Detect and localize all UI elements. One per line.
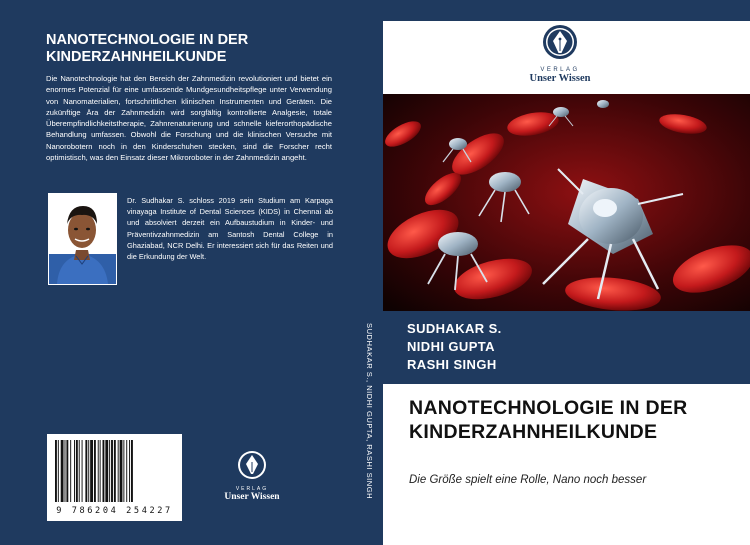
authors-band	[383, 311, 750, 381]
back-cover-description: Die Nanotechnologie hat den Bereich der Zahnmedizin revolutioniert und bietet ein enormes Potenzial für eine umfassende Mundgesundheitspflege unter Verwendung von Nanomaterialien, fortschrittlichen klinischen Instrumenten und Geräten. Die zukünftige Ära der Zahnmedizin wird sorgfältig kontrollierte Analgesie, totale Überempfindlichkeitstherapie, Zahnrenaturierung und schnelle kieferorthopädische Behandlung umfassen. Obwohl die Forschung und die klinischen Versuche mit Nanorobotern noch in den Kinderschuhen stecken, sind die Forscher recht optimistisch, was den Einsatz dieser Mikroroboter in der Zahnmedizin angeht.	[46, 74, 332, 163]
publisher-verlag-label: VERLAG	[235, 486, 269, 492]
publisher-logo-front	[520, 24, 600, 84]
author-bio: Dr. Sudhakar S. schloss 2019 sein Studium am Karpaga vinayaga Institute of Dental Sciences (KIDS) in Chennai ab und absolviert derzeit ein Aufbaustudium in Kinder- und Präventivzahnmedizin am Santosh Dental College in Ghaziabad, NCR Delhi. Er interessiert sich für das Reiten und die Erkundung der Welt.	[127, 196, 333, 262]
nanobot-small-icon	[597, 100, 609, 108]
publisher-name: Unser Wissen	[224, 492, 280, 502]
author-photo	[48, 193, 117, 285]
spine-authors: SUDHAKAR S., NIDHI GUPTA, RASHI SINGH	[365, 323, 374, 500]
front-cover-subtitle: Die Größe spielt eine Rolle, Nano noch besser	[409, 474, 647, 486]
barcode-bars-icon	[47, 434, 182, 506]
front-top-band	[383, 0, 750, 21]
front-cover-title: NANOTECHNOLOGIE IN DER KINDERZAHNHEILKUNDE	[409, 397, 688, 443]
publisher-name: Unser Wissen	[529, 73, 591, 84]
publisher-verlag-label: VERLAG	[540, 67, 580, 73]
front-author-1: SUDHAKAR S.	[407, 321, 502, 336]
front-author-3: RASHI SINGH	[407, 357, 497, 372]
back-cover-title: NANOTECHNOLOGIE IN DER KINDERZAHNHEILKUNDE	[46, 32, 249, 65]
front-separator	[383, 381, 750, 384]
front-author-2: NIDHI GUPTA	[407, 339, 495, 354]
isbn-number: 9 786204 254227	[56, 506, 173, 516]
barcode	[47, 434, 182, 521]
cover-illustration	[383, 94, 750, 311]
publisher-logo-back	[212, 450, 292, 500]
